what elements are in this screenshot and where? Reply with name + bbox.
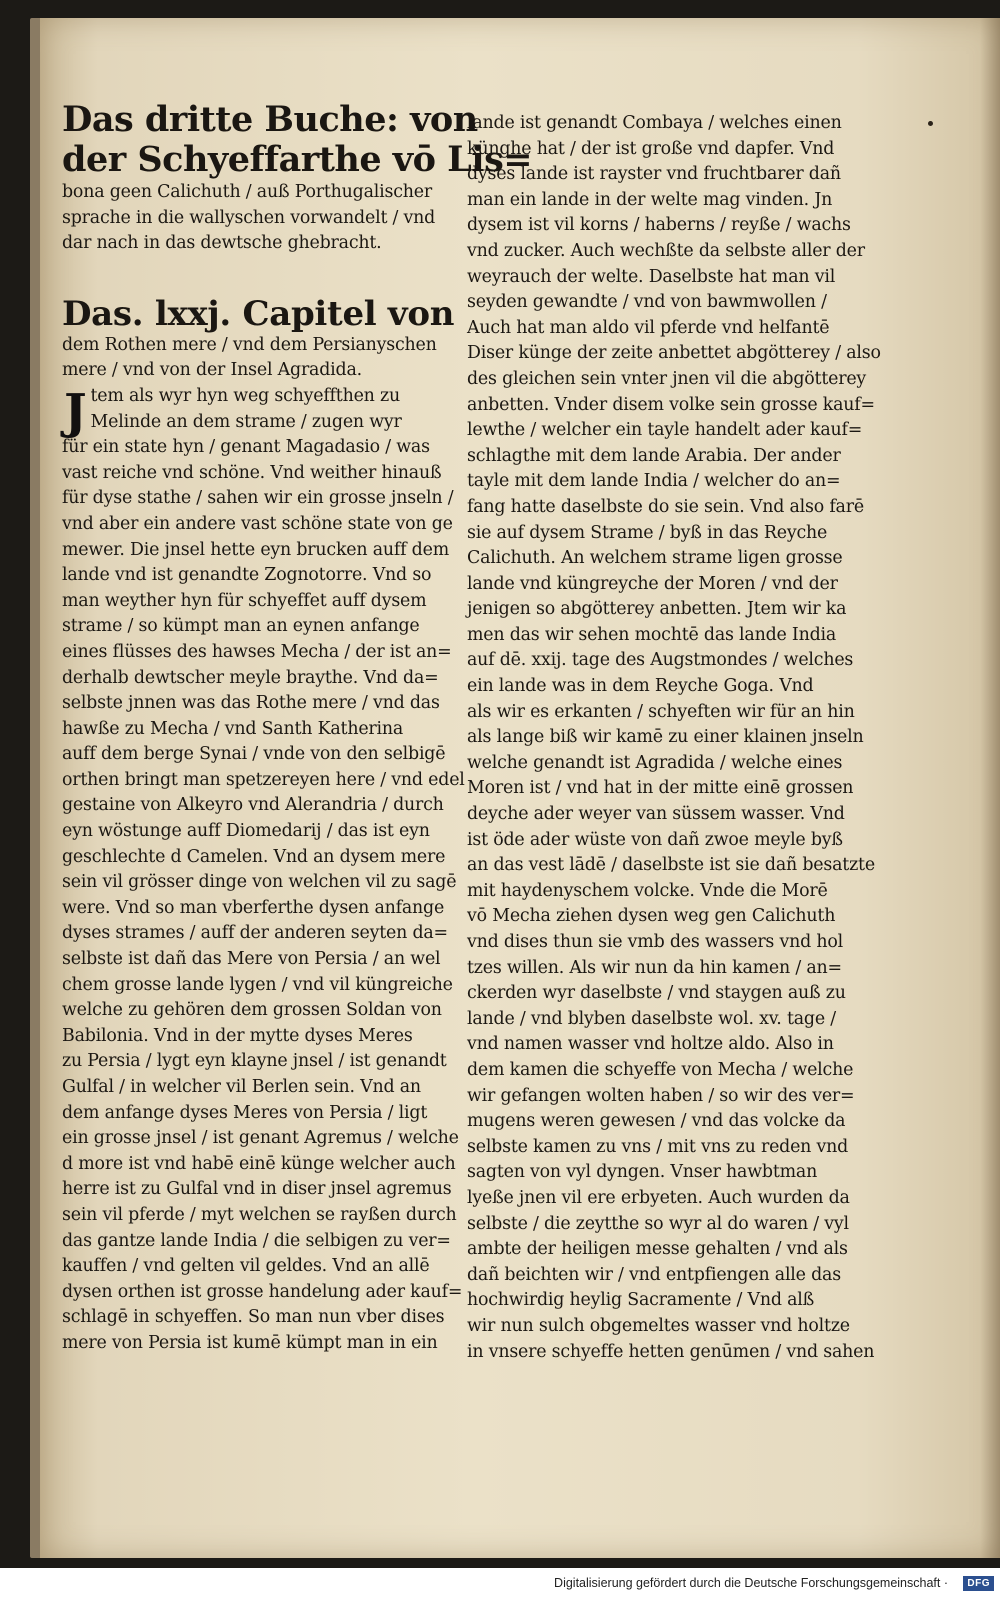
text-line: lande / vnd blyben daselbste wol. xv. tage / [467,1008,836,1029]
text-line: dem kamen die schyeffe von Mecha / welche [467,1059,854,1080]
text-line: strame / so kümpt man an eynen anfange [62,616,420,637]
text-line: sie auf dysem Strame / byß in das Reyche [467,522,828,543]
text-line: des gleichen sein vnter jnen vil die abgötterey [467,368,867,389]
text-line: an das vest lādē / daselbste ist sie dañ besatzte [467,855,875,876]
text-line: Moren ist / vnd hat in der mitte einē grossen [467,778,854,799]
text-line: Melinde an dem strame / zugen wyr [90,411,402,432]
text-line: herre ist zu Gulfal vnd in diser jnsel agremus [62,1179,452,1200]
text-line: als wir es erkanten / schyeften wir für an hin [467,701,855,722]
text-line: dyses strames / auff der anderen seyten da= [62,923,448,944]
book-subtitle-line: dar nach in das dewtsche ghebracht. [62,233,382,254]
text-line: ein grosse jnsel / ist genant Agremus / welche [62,1128,459,1149]
text-line: anbetten. Vnder disem volke sein grosse kauf= [467,394,875,415]
text-line: Auch hat man aldo vil pferde vnd helfantē [467,317,830,338]
text-line: schlagthe mit dem lande Arabia. Der ander [467,445,841,466]
text-line: d more ist vnd habē einē künge welcher auch [62,1153,456,1174]
text-line: eines flüsses des hawses Mecha / der ist an= [62,641,452,662]
text-line: vnd aber ein andere vast schöne state von ge [62,513,453,534]
footer-credit: Digitalisierung gefördert durch die Deutsche Forschungsgemeinschaft · [554,1576,948,1590]
text-line: hochwirdig heylig Sacramente / Vnd alß [467,1290,815,1311]
text-line: lande vnd küngreyche der Moren / vnd der [467,573,838,594]
text-line: were. Vnd so man vberferthe dysen anfange [62,897,445,918]
text-line: auf dē. xxij. tage des Augstmondes / welches [467,650,854,671]
text-line: orthen bringt man spetzereyen here / vnd edel [62,769,465,790]
book-title-line: Das dritte Buche: von [62,99,478,140]
text-line: Calichuth. An welchem strame ligen grosse [467,548,843,569]
text-line: als lange biß wir kamē zu einer klainen jnseln [467,727,864,748]
text-line: in vnsere schyeffe hetten genūmen / vnd sahen [467,1341,875,1362]
text-line: man ein lande in der welte mag vinden. Jn [467,189,833,210]
text-line: für ein state hyn / genant Magadasio / was [62,437,430,458]
text-line: auff dem berge Synai / vnde von den selbigē [62,744,446,765]
chapter-heading: Das. lxxj. Capitel von [62,293,455,334]
text-line: für dyse stathe / sahen wir ein grosse jnseln / [62,488,454,509]
book-title [62,99,533,180]
text-line: men das wir sehen mochtē das lande India [467,624,837,645]
text-line: fang hatte daselbste do sie sein. Vnd also farē [467,496,864,517]
text-line: lande ist genandt Combaya / welches einen [467,113,842,133]
ink-spot [928,121,933,126]
text-line: vast reiche vnd schöne. Vnd weither hinauß [62,462,442,483]
text-line: man weyther hyn für schyeffet auff dysem [62,590,427,611]
chapter-subtitle-line: mere / vnd von der Insel Agradida. [62,360,362,381]
text-line: seyden gewandte / vnd von bawmwollen / [467,292,827,313]
text-line: mewer. Die jnsel hette eyn brucken auff dem [62,539,450,560]
text-line: derhalb dewtscher meyle braythe. Vnd da= [62,667,439,688]
text-line: mere von Persia ist kumē kümpt man in ein [62,1332,438,1353]
text-line: Diser künge der zeite anbettet abgötterey / also [467,343,881,364]
text-line: welche genandt ist Agradida / welche eines [467,752,843,773]
right-column [467,111,879,1365]
text-line: dysem ist vil korns / haberns / reyße / wachs [467,215,851,236]
text-line: das gantze lande India / die selbigen zu ver= [62,1230,451,1251]
text-line: deyche ader weyer van süssem wasser. Vnd [467,804,845,825]
text-line: mugens weren gewesen / vnd das volcke da [467,1111,846,1132]
text-line: dañ beichten wir / vnd entpfiengen alle das [467,1264,841,1285]
text-line: sein vil grösser dinge von welchen vil zu sagē [62,872,457,893]
text-line: schlagē in schyeffen. So man nun vber dises [62,1307,445,1328]
text-line: Gulfal / in welcher vil Berlen sein. Vnd an [62,1077,421,1097]
text-line: vnd dises thun sie vmb des wassers vnd hol [467,932,844,952]
text-line: tzes willen. Als wir nun da hin kamen / an= [467,957,842,978]
text-line: künghe hat / der ist große vnd dapfer. Vnd [467,138,835,159]
text-line: dysen orthen ist grosse handelung ader kauf= [62,1281,463,1302]
text-line: gestaine von Alkeyro vnd Alerandria / durch [62,795,444,816]
text-line: weyrauch der welte. Daselbste hat man vil [467,266,836,287]
text-line: ambte der heiligen messe gehalten / vnd als [467,1239,848,1260]
text-line: wir gefangen wolten haben / so wir des ver= [467,1085,855,1106]
book-subtitle-line: bona geen Calichuth / auß Porthugalischer [62,182,432,202]
book-subtitle [62,180,467,257]
book-title-line: der Schyeffarthe vō Lis= [62,139,533,180]
decorated-initial: J [64,383,87,440]
text-line: dyses lande ist rayster vnd fruchtbarer dañ [467,164,841,185]
text-line: vnd namen wasser vnd holtze aldo. Also in [467,1034,834,1055]
text-line: zu Persia / lygt eyn klayne jnsel / ist genandt [62,1051,447,1072]
text-line: eyn wöstunge auff Diomedarij / das ist eyn [62,821,430,842]
text-line: ckerden wyr daselbste / vnd staygen auß zu [467,983,846,1004]
text-line: tayle mit dem lande India / welcher do an= [467,471,841,492]
text-line: ist öde ader wüste von dañ zwoe meyle byß [467,829,843,850]
book-subtitle-line: sprache in die wallyschen vorwandelt / vnd [62,207,436,228]
text-line: lewthe / welcher ein tayle handelt ader kauf= [467,420,863,441]
text-line: Babilonia. Vnd in der mytte dyses Meres [62,1025,413,1046]
chapter-subtitle [62,333,467,384]
text-line: geschlechte d Camelen. Vnd an dysem mere [62,846,446,867]
text-line: vnd zucker. Auch wechßte da selbste aller der [467,240,865,261]
text-line: selbste kamen zu vns / mit vns zu reden vnd [467,1136,849,1157]
text-line: lande vnd ist genandte Zognotorre. Vnd so [62,565,432,586]
text-line: chem grosse lande lygen / vnd vil küngreiche [62,974,453,995]
text-line: ein lande was in dem Reyche Goga. Vnd [467,676,814,697]
text-line: selbste jnnen was das Rothe mere / vnd das [62,693,440,714]
text-line: sagten von vyl dyngen. Vnser hawbtman [467,1162,818,1183]
text-line: vō Mecha ziehen dysen weg gen Calichuth [467,906,836,927]
text-line: welche zu gehören dem grossen Soldan von [62,1000,442,1021]
text-line: mit haydenyschem volcke. Vnde die Morē [467,880,828,901]
text-line: hawße zu Mecha / vnd Santh Katherina [62,718,404,739]
left-column [62,99,533,1357]
text-line: kauffen / vnd gelten vil geldes. Vnd an allē [62,1256,430,1277]
text-line: lyeße jnen vil ere erbyeten. Auch wurden da [467,1187,850,1208]
text-line: dem anfange dyses Meres von Persia / ligt [62,1102,428,1123]
left-body-text [62,384,467,1357]
text-line: jenigen so abgötterey anbetten. Jtem wir ka [467,599,847,620]
dfg-logo: DFG [963,1576,994,1591]
text-line: sein vil pferde / myt welchen se rayßen durch [62,1204,457,1225]
text-line: wir nun sulch obgemeltes wasser vnd holtze [467,1315,850,1336]
footer [0,1568,1000,1599]
text-line: selbste ist dañ das Mere von Persia / an wel [62,949,441,970]
text-line: tem als wyr hyn weg schyeffthen zu [90,385,400,406]
chapter-subtitle-line: dem Rothen mere / vnd dem Persianyschen [62,334,437,355]
page-edge-shadow [980,18,1000,1558]
text-line: selbste / die zeytthe so wyr al do waren / vyl [467,1213,849,1234]
